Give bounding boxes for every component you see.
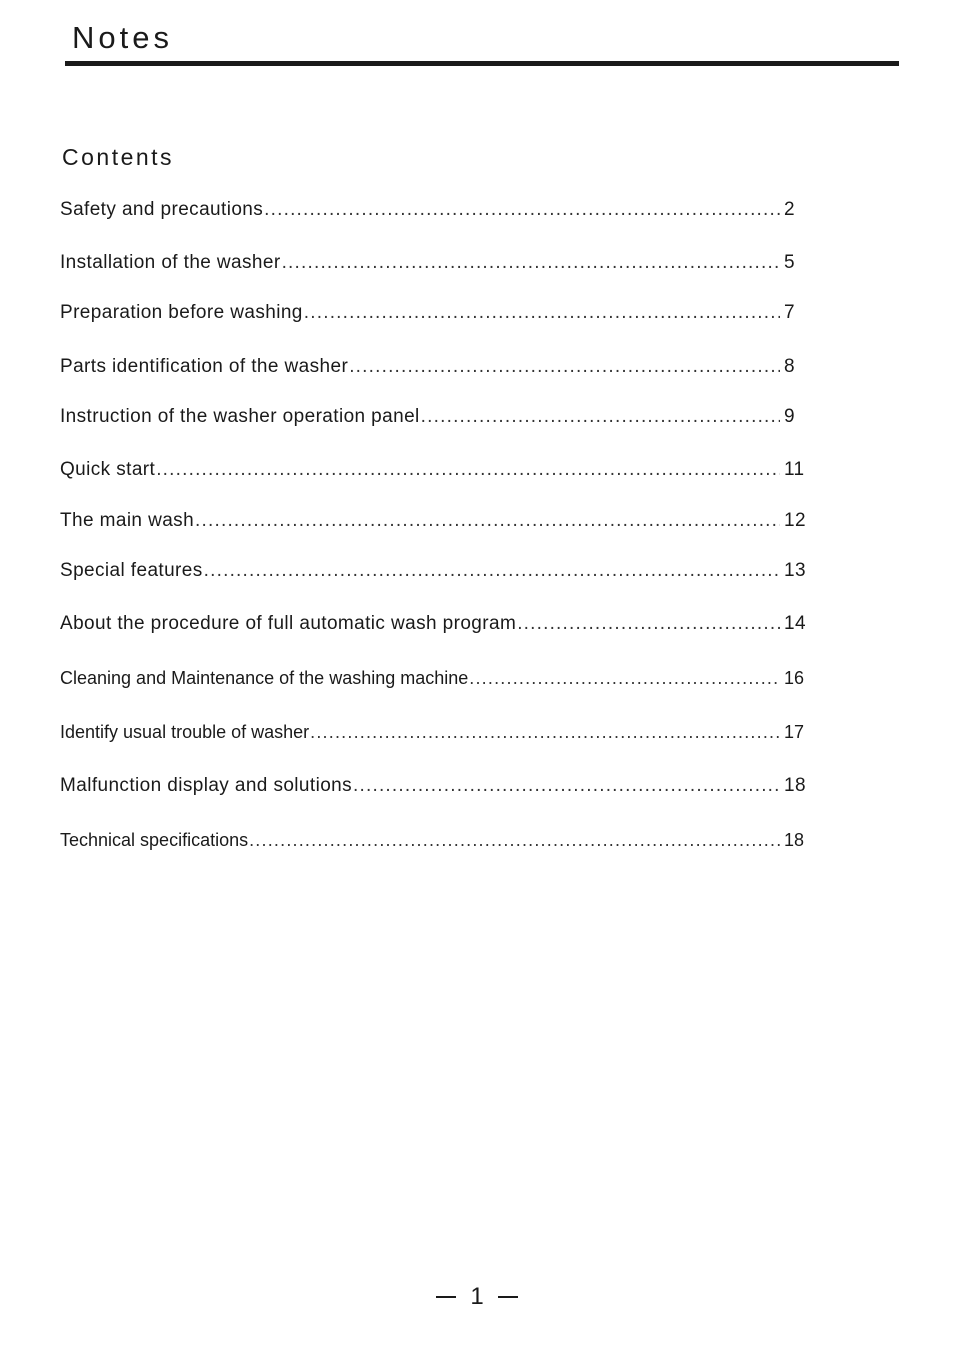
toc-entry-page: 18 [784, 830, 805, 850]
toc-entry-label: Quick start [60, 459, 156, 480]
toc-entry-page: 12 [784, 510, 806, 531]
toc-leader-dots [249, 827, 780, 853]
toc-leader-dots [517, 611, 780, 637]
toc-leader-dots [204, 558, 780, 584]
toc-leader-dots [304, 300, 780, 326]
toc-entry-label: Special features [60, 560, 203, 581]
toc-entry-label: Parts identification of the washer [60, 356, 349, 377]
dash-left [436, 1296, 456, 1298]
toc-entry-quick-start[interactable] [60, 457, 812, 483]
toc-entry-label: Cleaning and Maintenance of the washing machine [60, 668, 469, 688]
toc-leader-dots [349, 354, 780, 380]
toc-entry-safety[interactable] [60, 197, 812, 223]
dash-right [498, 1296, 518, 1298]
toc-entry-page: 11 [784, 459, 805, 480]
page-number: 1 [470, 1283, 484, 1310]
toc-entry-special-features[interactable] [60, 558, 812, 584]
toc-entry-parts[interactable] [60, 354, 812, 380]
toc-entry-cleaning[interactable] [60, 665, 812, 691]
toc-entry-trouble[interactable] [60, 719, 812, 745]
toc-entry-technical[interactable] [60, 827, 812, 853]
toc-leader-dots [195, 508, 780, 534]
toc-entry-label: Malfunction display and solutions [60, 775, 353, 796]
toc-leader-dots [469, 665, 780, 691]
toc-entry-automatic-program[interactable] [60, 611, 812, 637]
toc-entry-label: Identify usual trouble of washer [60, 722, 310, 742]
toc-entry-label: Safety and precautions [60, 199, 264, 220]
toc-entry-page: 14 [784, 613, 806, 634]
toc-leader-dots [282, 250, 780, 276]
page-number-footer [0, 1282, 954, 1312]
toc-entry-page: 17 [784, 722, 805, 742]
toc-entry-label: Instruction of the washer operation panel [60, 406, 420, 427]
toc-entry-page: 7 [784, 302, 795, 323]
toc-entry-label: About the procedure of full automatic wash program [60, 613, 517, 634]
toc-entry-page: 5 [784, 252, 795, 273]
toc-entry-main-wash[interactable] [60, 508, 812, 534]
toc-leader-dots [421, 404, 780, 430]
toc-leader-dots [310, 719, 780, 745]
toc-entry-page: 13 [784, 560, 806, 581]
toc-entry-page: 16 [784, 668, 805, 688]
page-title: Notes [72, 20, 173, 55]
toc-leader-dots [264, 197, 780, 223]
toc-entry-preparation[interactable] [60, 300, 812, 326]
toc-leader-dots [156, 457, 780, 483]
toc-entry-page: 18 [784, 775, 806, 796]
toc-entry-operation-panel[interactable] [60, 404, 812, 430]
toc-entry-label: Technical specifications [60, 830, 249, 850]
toc-entry-installation[interactable] [60, 250, 812, 276]
contents-heading: Contents [62, 144, 175, 170]
toc-entry-label: Preparation before washing [60, 302, 303, 323]
toc-entry-page: 2 [784, 199, 795, 220]
toc-entry-page: 8 [784, 356, 795, 377]
toc-entry-page: 9 [784, 406, 795, 427]
toc-leader-dots [353, 773, 780, 799]
toc-entry-label: The main wash [60, 510, 195, 531]
toc-entry-malfunction[interactable] [60, 773, 812, 799]
header-divider [65, 61, 899, 66]
toc-entry-label: Installation of the washer [60, 252, 281, 273]
